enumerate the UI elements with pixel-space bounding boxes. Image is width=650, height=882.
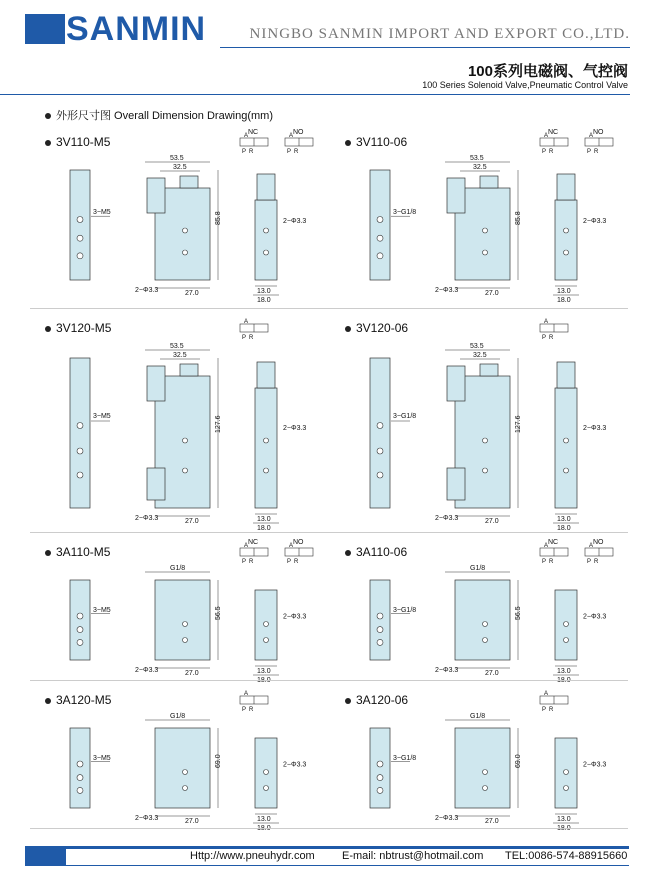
valve-side-view xyxy=(70,728,90,808)
port-icon xyxy=(377,775,383,781)
port-icon xyxy=(264,468,269,473)
coil-connector xyxy=(447,178,465,213)
row-divider xyxy=(30,308,628,309)
row-divider xyxy=(30,680,628,681)
coil-connector xyxy=(447,366,465,401)
coil-connector xyxy=(147,366,165,401)
valve-side-view xyxy=(370,170,390,280)
dimension-label: A xyxy=(544,133,549,139)
footer-email[interactable]: E-mail: nbtrust@hotmail.com xyxy=(342,850,484,862)
port-icon xyxy=(377,472,383,478)
port-icon xyxy=(77,235,83,241)
port-icon xyxy=(77,448,83,454)
dimension-label: A xyxy=(244,543,249,549)
dimension-label: 18.0 xyxy=(257,297,271,304)
dimension-label: 3−M5 xyxy=(93,755,111,762)
port-icon xyxy=(264,786,269,791)
dimension-label: 85.8 xyxy=(215,211,222,225)
dimension-label: A xyxy=(289,543,294,549)
port-icon xyxy=(377,235,383,241)
dimension-label: R xyxy=(249,335,254,341)
port-icon xyxy=(264,228,269,233)
model-name: 3A120-06 xyxy=(356,693,409,707)
valve-front-view xyxy=(155,728,210,808)
dimension-label: 18.0 xyxy=(557,297,571,304)
dimension-label: 32.5 xyxy=(473,352,487,359)
coil-connector xyxy=(147,468,165,500)
dimension-label: 13.0 xyxy=(257,816,271,823)
dimension-label: 2−Φ3.3 xyxy=(583,217,607,225)
port-icon xyxy=(483,638,488,643)
dimension-label: A xyxy=(244,319,249,325)
port-icon xyxy=(77,253,83,259)
dimension-label: 13.0 xyxy=(557,816,571,823)
dimension-label: 127.6 xyxy=(515,415,522,433)
port-icon xyxy=(264,770,269,775)
bullet-icon xyxy=(345,326,351,332)
dimension-label: G1/8 xyxy=(170,713,186,720)
dimension-label: 2−Φ3.3 xyxy=(283,425,307,432)
port-icon xyxy=(564,622,569,627)
dimension-label: NO xyxy=(593,129,604,136)
port-icon xyxy=(77,613,83,619)
dimension-label: 13.0 xyxy=(257,668,271,675)
dimension-label: R xyxy=(249,149,254,155)
dimension-label: 2−Φ3.3 xyxy=(135,815,159,822)
dimension-label: A xyxy=(544,691,549,697)
valve-side-view xyxy=(70,358,90,508)
dimension-label: 2−Φ3.3 xyxy=(583,761,607,769)
model-label xyxy=(345,321,408,335)
dimension-label: 13.0 xyxy=(557,288,571,295)
section-title: 外形尺寸图 Overall Dimension Drawing(mm) xyxy=(45,107,273,123)
dimension-label: R xyxy=(294,149,299,155)
port-icon xyxy=(77,787,83,793)
port-icon xyxy=(377,761,383,767)
coil-cap xyxy=(480,364,498,376)
dimension-label: R xyxy=(249,559,254,565)
dimension-label: 3−G1/8 xyxy=(393,209,417,216)
model-name: 3A120-M5 xyxy=(56,693,112,707)
dimension-label: 69.0 xyxy=(215,754,222,768)
port-icon xyxy=(377,448,383,454)
dimension-label: NO xyxy=(593,539,604,546)
model-label xyxy=(345,135,407,149)
dimension-label: 13.0 xyxy=(257,516,271,523)
dimension-label: R xyxy=(549,149,554,155)
model-label xyxy=(45,545,110,559)
dimension-label: P xyxy=(587,559,592,565)
dimension-label: 3−M5 xyxy=(93,209,111,216)
dimension-label: A xyxy=(244,133,249,139)
port-icon xyxy=(564,250,569,255)
dimension-label: 3−M5 xyxy=(93,607,111,614)
dimension-label: 32.5 xyxy=(173,352,187,359)
dimension-label: 2−Φ3.3 xyxy=(135,515,159,522)
coil-head xyxy=(557,174,575,200)
logo-block xyxy=(25,14,65,44)
dimension-label: 3−G1/8 xyxy=(393,607,417,614)
port-icon xyxy=(264,250,269,255)
port-icon xyxy=(77,775,83,781)
dimension-label: 13.0 xyxy=(557,516,571,523)
coil-connector xyxy=(447,468,465,500)
dimension-label: 53.5 xyxy=(470,155,484,162)
dimension-label: 3−M5 xyxy=(93,413,111,420)
dimension-label: 2−Φ3.3 xyxy=(583,613,607,621)
dimension-label: A xyxy=(589,543,594,549)
valve-side-view xyxy=(370,728,390,808)
model-name: 3A110-06 xyxy=(356,545,408,559)
series-title-en: 100 Series Solenoid Valve,Pneumatic Control Valve xyxy=(422,80,628,90)
port-icon xyxy=(77,639,83,645)
coil-head xyxy=(257,174,275,200)
model-label xyxy=(45,693,111,707)
valve-front-view xyxy=(155,580,210,660)
port-icon xyxy=(183,250,188,255)
port-icon xyxy=(483,438,488,443)
dimension-label: 56.5 xyxy=(215,606,222,620)
dimension-label: 27.0 xyxy=(185,290,199,297)
port-icon xyxy=(183,438,188,443)
bullet-icon xyxy=(345,550,351,556)
port-icon xyxy=(377,217,383,223)
dimension-label: 2−Φ3.3 xyxy=(135,667,159,674)
dimension-label: P xyxy=(542,707,547,713)
port-icon xyxy=(77,472,83,478)
port-icon xyxy=(264,622,269,627)
coil-connector xyxy=(147,178,165,213)
model-name: 3V110-06 xyxy=(356,135,408,149)
bullet-icon xyxy=(345,698,351,704)
dimension-label: P xyxy=(542,149,547,155)
coil-cap xyxy=(180,364,198,376)
dimension-label: NC xyxy=(548,539,559,546)
valve-end-view xyxy=(555,388,577,508)
dimension-label: P xyxy=(542,335,547,341)
dimension-label: 2−Φ3.3 xyxy=(435,515,459,522)
valve-end-view xyxy=(555,200,577,280)
dimension-label: NO xyxy=(293,129,304,136)
valve-end-view xyxy=(255,200,277,280)
dimension-label: 27.0 xyxy=(185,518,199,525)
footer-website[interactable]: Http://www.pneuhydr.com xyxy=(190,850,315,862)
port-icon xyxy=(377,639,383,645)
dimension-label: P xyxy=(242,559,247,565)
port-icon xyxy=(564,786,569,791)
dimension-label: NC xyxy=(248,539,259,546)
dimension-label: 2−Φ3.3 xyxy=(435,287,459,294)
port-icon xyxy=(483,622,488,627)
series-title-cn: 100系列电磁阀、气控阀 xyxy=(467,63,628,80)
dimension-label: A xyxy=(244,691,249,697)
port-icon xyxy=(483,250,488,255)
port-icon xyxy=(77,627,83,633)
dimension-label: 2−Φ3.3 xyxy=(135,287,159,294)
dimension-label: G1/8 xyxy=(170,565,186,572)
dimension-label: P xyxy=(287,149,292,155)
port-icon xyxy=(377,627,383,633)
dimension-label: NO xyxy=(293,539,304,546)
dimension-label: 27.0 xyxy=(485,518,499,525)
dimension-label: 27.0 xyxy=(485,670,499,677)
port-icon xyxy=(377,423,383,429)
dimension-label: R xyxy=(594,559,599,565)
port-icon xyxy=(377,613,383,619)
dimension-label: P xyxy=(242,707,247,713)
port-icon xyxy=(264,438,269,443)
port-icon xyxy=(564,468,569,473)
port-icon xyxy=(183,622,188,627)
dimension-label: R xyxy=(549,559,554,565)
port-icon xyxy=(377,787,383,793)
dimension-label: R xyxy=(549,707,554,713)
dimension-label: R xyxy=(594,149,599,155)
model-label xyxy=(45,321,111,335)
model-name: 3V120-M5 xyxy=(56,321,112,335)
port-icon xyxy=(377,253,383,259)
dimension-label: A xyxy=(544,319,549,325)
dimension-label: 18.0 xyxy=(557,525,571,532)
dimension-label: 3−G1/8 xyxy=(393,755,417,762)
dimension-label: 13.0 xyxy=(557,668,571,675)
port-icon xyxy=(77,761,83,767)
model-name: 3A110-M5 xyxy=(56,545,111,559)
dimension-label: 27.0 xyxy=(485,818,499,825)
dimension-label: 85.8 xyxy=(515,211,522,225)
bullet-icon xyxy=(45,140,51,146)
port-icon xyxy=(483,786,488,791)
model-label xyxy=(45,135,110,149)
valve-end-view xyxy=(255,388,277,508)
dimension-label: P xyxy=(587,149,592,155)
dimension-label: A xyxy=(544,543,549,549)
port-icon xyxy=(264,638,269,643)
dimension-label: P xyxy=(242,335,247,341)
dimension-label: 2−Φ3.3 xyxy=(583,425,607,432)
bullet-icon xyxy=(345,140,351,146)
model-name: 3V120-06 xyxy=(356,321,409,335)
dimension-label: A xyxy=(589,133,594,139)
header-rule xyxy=(220,47,630,48)
dimension-label: P xyxy=(287,559,292,565)
port-icon xyxy=(183,468,188,473)
valve-front-view xyxy=(455,728,510,808)
dimension-label: NC xyxy=(248,129,259,136)
port-icon xyxy=(483,770,488,775)
dimension-label: 32.5 xyxy=(173,164,187,171)
port-icon xyxy=(183,228,188,233)
dimension-label: 69.0 xyxy=(515,754,522,768)
dimension-label: 53.5 xyxy=(470,343,484,350)
coil-head xyxy=(257,362,275,388)
valve-side-view xyxy=(70,170,90,280)
bullet-icon xyxy=(45,550,51,556)
dimension-label: P xyxy=(542,559,547,565)
port-icon xyxy=(483,468,488,473)
valve-side-view xyxy=(370,580,390,660)
model-name: 3V110-M5 xyxy=(56,135,111,149)
dimension-label: 32.5 xyxy=(473,164,487,171)
port-icon xyxy=(183,638,188,643)
bullet-icon xyxy=(45,698,51,704)
row-divider xyxy=(30,532,628,533)
coil-cap xyxy=(180,176,198,188)
dimension-label: 27.0 xyxy=(185,818,199,825)
dimension-label: P xyxy=(242,149,247,155)
dimension-label: A xyxy=(289,133,294,139)
dimension-label: 127.6 xyxy=(215,415,222,433)
dimension-label: G1/8 xyxy=(470,565,486,572)
valve-front-view xyxy=(455,580,510,660)
dimension-label: 13.0 xyxy=(257,288,271,295)
port-icon xyxy=(77,423,83,429)
port-icon xyxy=(77,217,83,223)
dimension-label: R xyxy=(294,559,299,565)
coil-cap xyxy=(480,176,498,188)
dimension-label: 18.0 xyxy=(257,525,271,532)
dimension-label: 56.5 xyxy=(515,606,522,620)
port-icon xyxy=(564,228,569,233)
port-icon xyxy=(483,228,488,233)
bullet-icon xyxy=(45,113,51,119)
dimension-label: NC xyxy=(548,129,559,136)
valve-side-view xyxy=(70,580,90,660)
header-rule-lower xyxy=(0,94,630,95)
model-label xyxy=(345,693,408,707)
dimension-label: 2−Φ3.3 xyxy=(283,613,307,621)
dimension-label: 2−Φ3.3 xyxy=(283,217,307,225)
coil-head xyxy=(557,362,575,388)
port-icon xyxy=(183,770,188,775)
dimension-label: 3−G1/8 xyxy=(393,413,417,420)
port-icon xyxy=(564,438,569,443)
dimension-label: R xyxy=(549,335,554,341)
model-label xyxy=(345,545,407,559)
company-logo: SANMIN xyxy=(66,10,207,48)
dimension-label: 53.5 xyxy=(170,155,184,162)
bullet-icon xyxy=(45,326,51,332)
dimension-label: R xyxy=(249,707,254,713)
row-divider xyxy=(30,828,628,829)
company-name: NINGBO SANMIN IMPORT AND EXPORT CO.,LTD. xyxy=(249,26,630,42)
valve-side-view xyxy=(370,358,390,508)
dimension-label: 27.0 xyxy=(485,290,499,297)
footer-phone: TEL:0086-574-88915660 xyxy=(505,850,628,862)
dimension-label: 27.0 xyxy=(185,670,199,677)
dimension-label: G1/8 xyxy=(470,713,486,720)
port-icon xyxy=(183,786,188,791)
port-icon xyxy=(564,638,569,643)
dimension-label: 2−Φ3.3 xyxy=(435,667,459,674)
dimension-label: 53.5 xyxy=(170,343,184,350)
dimension-label: 2−Φ3.3 xyxy=(435,815,459,822)
dimension-label: 2−Φ3.3 xyxy=(283,761,307,769)
port-icon xyxy=(564,770,569,775)
